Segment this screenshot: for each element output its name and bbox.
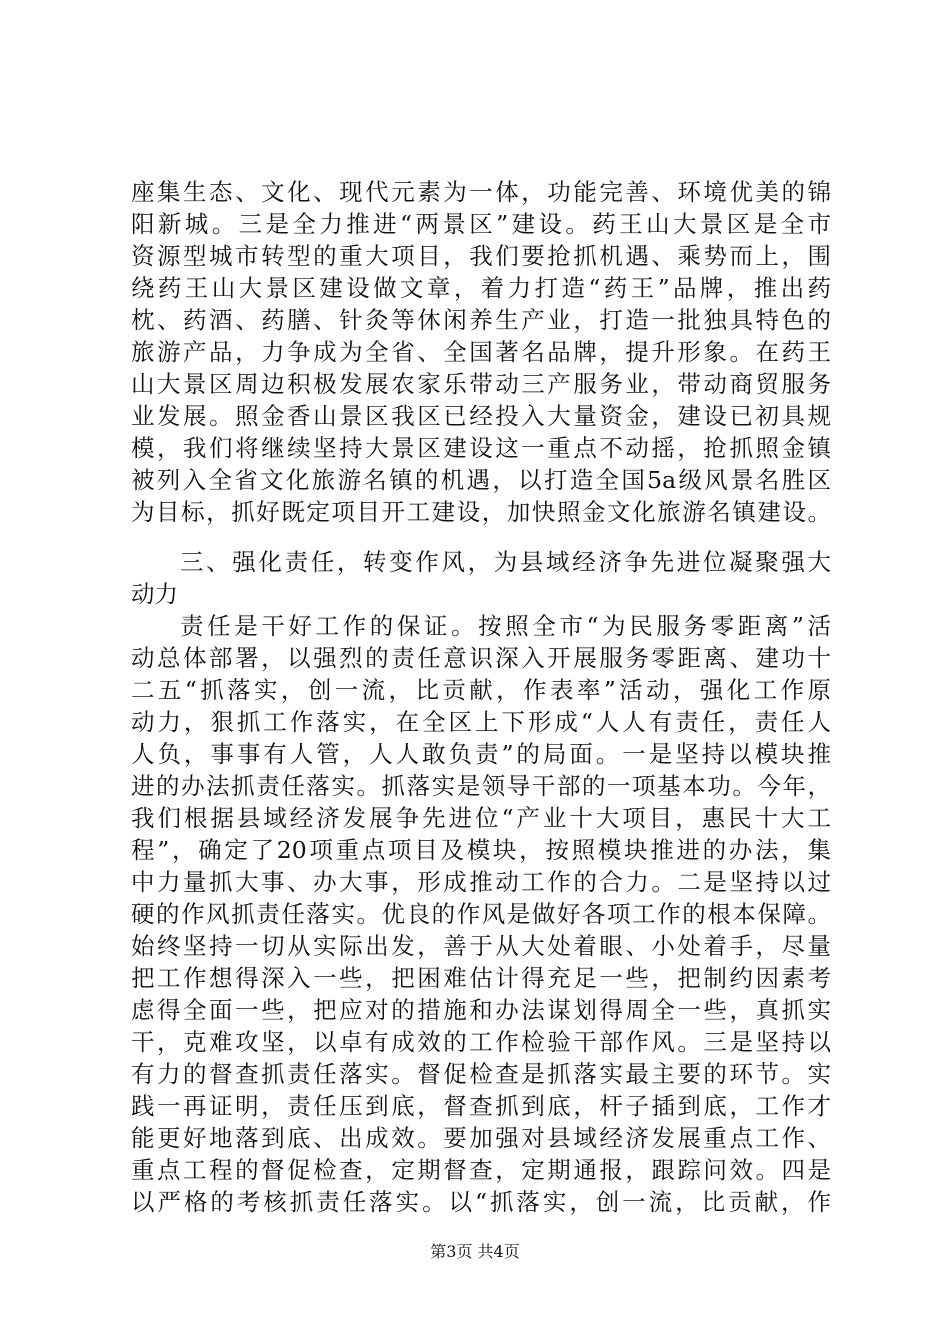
body-text-line: 山大景区周边积极发展农家乐带动三产服务业，带动商贸服务 — [131, 370, 831, 398]
body-text-line: 进的办法抓责任落实。抓落实是领导干部的一项基本功。今年， — [131, 772, 831, 800]
body-text-line: 以严格的考核抓责任落实。以“抓落实，创一流，比贡献，作 — [131, 1188, 831, 1216]
body-text-line: 为目标，抓好既定项目开工建设，加快照金文化旅游名镇建设。 — [131, 498, 831, 526]
body-text-line: 动力，狠抓工作落实，在全区上下形成“人人有责任，责任人 — [131, 708, 831, 736]
body-text-line: 我们根据县域经济发展争先进位“产业十大项目，惠民十大工 — [131, 804, 831, 832]
body-text-line: 座集生态、文化、现代元素为一体，功能完善、环境优美的锦 — [131, 178, 831, 206]
body-text-line: 把工作想得深入一些，把困难估计得充足一些，把制约因素考 — [131, 964, 831, 992]
body-text-line: 人负，事事有人管，人人敢负责”的局面。一是坚持以模块推 — [131, 740, 831, 768]
body-text-line: 责任是干好工作的保证。按照全市“为民服务零距离”活 — [180, 612, 831, 640]
body-text-line: 始终坚持一切从实际出发，善于从大处着眼、小处着手，尽量 — [131, 932, 831, 960]
body-text-line: 枕、药酒、药膳、针灸等休闲养生产业，打造一批独具特色的 — [131, 306, 831, 334]
body-text-line: 二五“抓落实，创一流，比贡献，作表率”活动，强化工作原 — [131, 676, 831, 704]
body-text-line: 能更好地落到底、出成效。要加强对县域经济发展重点工作、 — [131, 1124, 831, 1152]
body-text-line: 绕药王山大景区建设做文章，着力打造“药王”品牌，推出药 — [131, 274, 831, 302]
body-text-line: 中力量抓大事、办大事，形成推动工作的合力。二是坚持以过 — [131, 868, 831, 896]
section-heading: 动力 — [131, 580, 178, 608]
page-number-footer: 第3页 共4页 — [430, 1242, 520, 1261]
body-text-line: 虑得全面一些，把应对的措施和办法谋划得周全一些，真抓实 — [131, 996, 831, 1024]
body-text-line: 业发展。照金香山景区我区已经投入大量资金，建设已初具规 — [131, 402, 831, 430]
body-text-line: 旅游产品，力争成为全省、全国著名品牌，提升形象。在药王 — [131, 338, 831, 366]
body-text-line: 有力的督查抓责任落实。督促检查是抓落实最主要的环节。实 — [131, 1060, 831, 1088]
body-text-line: 被列入全省文化旅游名镇的机遇，以打造全国5a级风景名胜区 — [131, 466, 831, 494]
body-text-line: 资源型城市转型的重大项目，我们要抢抓机遇、乘势而上，围 — [131, 242, 831, 270]
body-text-line: 程”，确定了20项重点项目及模块，按照模块推进的办法，集 — [131, 836, 831, 864]
body-text-line: 模，我们将继续坚持大景区建设这一重点不动摇，抢抓照金镇 — [131, 434, 831, 462]
body-text-line: 干，克难攻坚，以卓有成效的工作检验干部作风。三是坚持以 — [131, 1028, 831, 1056]
body-text-line: 践一再证明，责任压到底，督查抓到底，杆子插到底，工作才 — [131, 1092, 831, 1120]
body-text-line: 重点工程的督促检查，定期督查，定期通报，跟踪问效。四是 — [131, 1156, 831, 1184]
section-heading: 三、强化责任，转变作风，为县域经济争先进位凝聚强大 — [180, 548, 831, 576]
body-text-line: 动总体部署，以强烈的责任意识深入开展服务零距离、建功十 — [131, 644, 831, 672]
body-text-line: 阳新城。三是全力推进“两景区”建设。药王山大景区是全市 — [131, 210, 831, 238]
body-text-line: 硬的作风抓责任落实。优良的作风是做好各项工作的根本保障。 — [131, 900, 831, 928]
